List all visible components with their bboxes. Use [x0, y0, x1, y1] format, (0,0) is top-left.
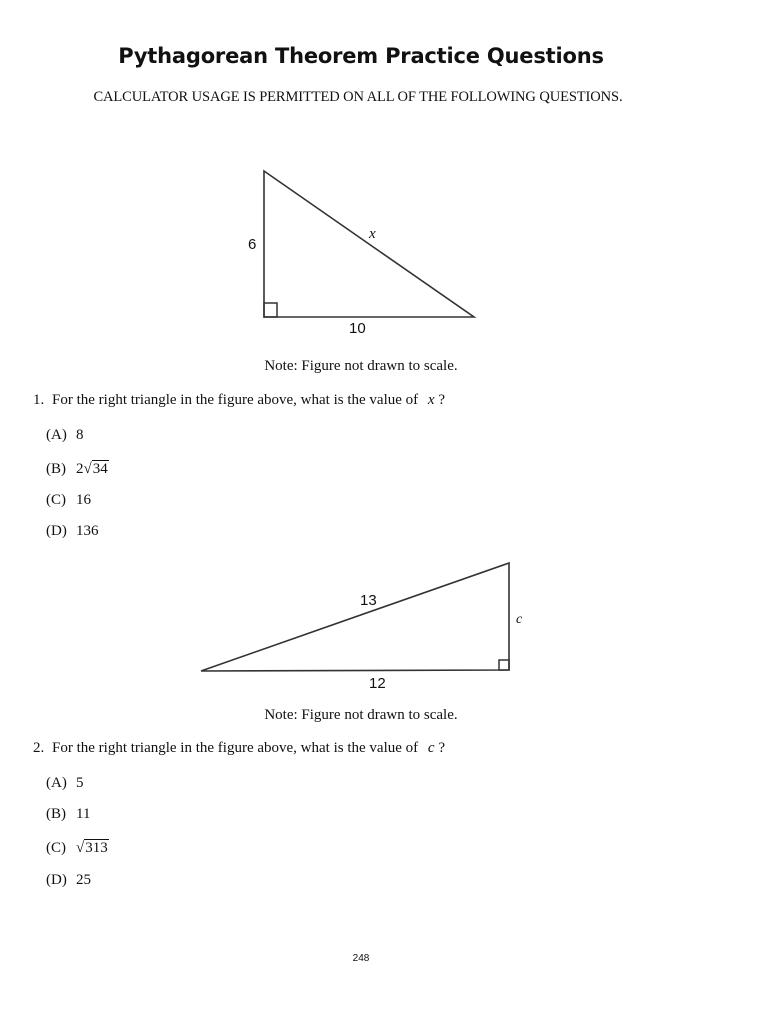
- option-value: 11: [76, 806, 91, 822]
- option-letter: (C): [46, 840, 66, 856]
- question-1: [33, 392, 445, 409]
- question-2-text: For the right triangle in the figure above, what is the value of: [52, 740, 419, 756]
- option-letter: (B): [46, 461, 66, 477]
- figure-1-hypotenuse-label: x: [369, 226, 376, 242]
- question-2-option-a[interactable]: [46, 775, 84, 792]
- question-1-option-a[interactable]: [46, 427, 84, 444]
- figure-2-leg-label: c: [516, 612, 523, 627]
- option-letter: (D): [46, 872, 67, 888]
- page-number: 248: [352, 953, 370, 964]
- option-value: 25: [76, 872, 91, 888]
- triangle-1-shape: [264, 171, 474, 317]
- triangle-2-shape: [201, 563, 509, 671]
- figure-1-triangle: [240, 160, 490, 340]
- question-2-variable: c: [427, 740, 435, 756]
- question-2-option-c[interactable]: [46, 840, 109, 857]
- page-title: Pythagorean Theorem Practice Questions: [118, 44, 604, 68]
- figure-2-base-label: 12: [369, 675, 386, 692]
- option-value: 5: [76, 775, 84, 791]
- square-root: [76, 840, 109, 857]
- option-letter: (B): [46, 806, 66, 822]
- figure-1-base-label: 10: [349, 320, 366, 337]
- option-value: 136: [76, 523, 99, 539]
- question-1-option-d[interactable]: [46, 523, 99, 540]
- radical-sign-icon: √: [83, 461, 92, 477]
- radical-sign-icon: √: [76, 840, 85, 856]
- question-1-end: ?: [438, 392, 445, 408]
- option-value: 8: [76, 427, 84, 443]
- question-2-end: ?: [438, 740, 445, 756]
- option-letter: (C): [46, 492, 66, 508]
- question-2-option-b[interactable]: [46, 806, 90, 823]
- radicand: 34: [92, 461, 108, 477]
- radicand: 313: [85, 840, 108, 856]
- figure-2-hypotenuse-label: 13: [360, 592, 377, 609]
- question-1-number: 1.: [33, 392, 45, 408]
- option-coefficient: 2: [76, 461, 84, 477]
- option-letter: (A): [46, 775, 67, 791]
- option-letter: (A): [46, 427, 67, 443]
- question-2-option-d[interactable]: [46, 872, 91, 889]
- question-1-option-c[interactable]: [46, 492, 91, 509]
- option-value: 16: [76, 492, 91, 508]
- figure-1-note: Note: Figure not drawn to scale.: [264, 358, 458, 374]
- question-1-text: For the right triangle in the figure above, what is the value of: [52, 392, 419, 408]
- question-2-number: 2.: [33, 740, 45, 756]
- figure-2-note: Note: Figure not drawn to scale.: [264, 707, 458, 723]
- option-letter: (D): [46, 523, 67, 539]
- calculator-instruction: CALCULATOR USAGE IS PERMITTED ON ALL OF THE FOLLOWING QUESTIONS.: [93, 89, 623, 105]
- question-2: [33, 740, 445, 757]
- question-1-variable: x: [427, 392, 435, 408]
- figure-1-leg-label: 6: [248, 236, 257, 253]
- figure-2-triangle: [190, 555, 540, 695]
- right-angle-marker-1: [264, 303, 277, 317]
- question-1-option-b[interactable]: [46, 461, 109, 478]
- right-angle-marker-2: [499, 660, 509, 670]
- square-root: [84, 461, 109, 478]
